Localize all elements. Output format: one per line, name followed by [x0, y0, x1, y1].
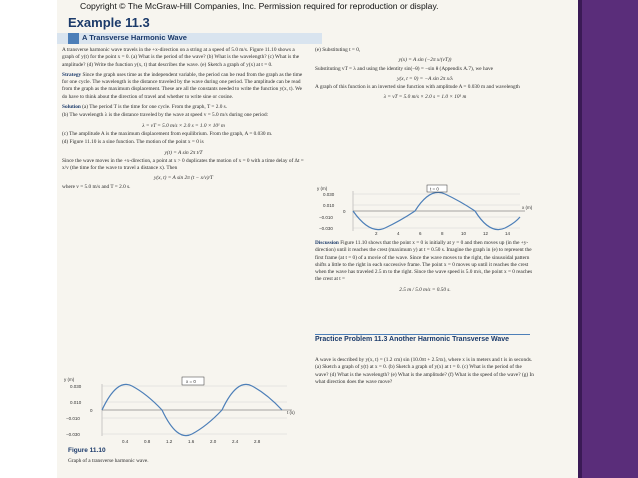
y-axis-label: y (m) [64, 377, 75, 382]
equation-e2: y(x, t = 0) = −A sin 2π x/λ [397, 75, 453, 82]
inverted-sine-graph [315, 183, 540, 235]
figure-title: Figure 11.10 [68, 447, 106, 454]
example-title: Example 11.3 [68, 15, 150, 30]
x-tick-label-2: 12 [483, 231, 489, 235]
x-tick-label: 2.0 [210, 439, 217, 444]
x-tick-label-2: 8 [441, 231, 444, 235]
practice-divider [315, 334, 530, 335]
example-subtitle-marker [68, 33, 79, 44]
x-tick-label: 0.8 [144, 439, 151, 444]
example-subtitle: A Transverse Harmonic Wave [82, 33, 187, 42]
y-axis-label-2: y (m) [317, 186, 328, 191]
y-tick-label: 0 [90, 408, 93, 413]
figure-11-10-graph [62, 374, 302, 444]
x-axis-label-2: x (m) [522, 205, 533, 210]
y-tick-label-2: −0.010 [319, 215, 333, 220]
solution-d2: Since the wave moves in the +x-direction, a point at x > 0 duplicates the motion of x = 0 with a time delay of Δt = x/v (the time for the wave to travel a distance x). Then [62, 157, 304, 172]
equation-d2: y(x, t) = A sin 2π (t − x/v)/T [154, 175, 213, 182]
solution-d: (d) Figure 11.10 is a sine function. The motion of the point x = 0 is [62, 139, 204, 146]
x-tick-label: 1.6 [188, 439, 195, 444]
x-tick-label-2: 14 [505, 231, 511, 235]
x-tick-label-2: 2 [375, 231, 378, 235]
equation-d1: y(t) = A sin 2π t/T [164, 149, 203, 156]
y-tick-label-2: 0.010 [323, 203, 335, 208]
equation-discussion: 2.5 m / 5.0 m/s = 0.50 s. [399, 286, 451, 293]
y-tick-label-2: 0 [343, 209, 346, 214]
equation-e3: λ = vT = 5.0 m/s × 2.0 s = 1.0 × 10¹ m [383, 94, 467, 101]
right-decorative-bar [578, 0, 638, 478]
equation-e1: y(x) = A sin (−2π x/(vT)) [398, 57, 452, 64]
figure-caption: Graph of a transverse harmonic wave. [68, 458, 149, 464]
x-tick-label-2: 6 [419, 231, 422, 235]
solution-b: (b) The wavelength λ is the distance traveled by the wave at speed v = 5.0 m/s during one period: [62, 112, 269, 119]
x-tick-label: 0.4 [122, 439, 129, 444]
right-column-discussion [315, 240, 535, 295]
x-tick-label-2: 10 [461, 231, 467, 235]
part-e-intro: (e) Substituting t = 0, [315, 47, 361, 53]
left-column [62, 47, 305, 192]
copyright-notice: Copyright © The McGraw-Hill Companies, Inc. Permission required for reproduction or display. [80, 1, 439, 11]
grid [102, 384, 292, 436]
y-tick-labels [66, 384, 93, 437]
x-tick-label-2: 4 [397, 231, 400, 235]
x-tick-label: 2.4 [232, 439, 239, 444]
solution-c: (c) The amplitude A is the maximum displacement from equilibrium. From the graph, A = 0.030 m. [62, 130, 273, 137]
graph2-legend-label: t = 0 [430, 186, 439, 192]
y-tick-label: 0.030 [70, 384, 82, 389]
practice-problem-text: A wave is described by y(x, t) = (1.2 cm) sin (10.0πt + 2.5πx), where x is in meters and t is in seconds. (a) Sketch a graph of y(t) at x = 0. (b) Sketch a graph of y(x) at t = 0. (c) What is the period of the wave? (d) What is the wavelength? (e) What is the amplitude? (f) What is the speed of the wave? (g) In what direction does the wave move? [315, 357, 534, 385]
x-tick-label: 1.2 [166, 439, 173, 444]
solution-label: Solution [62, 104, 81, 111]
discussion-text: Figure 11.10 shows that the point x = 0 is initially at y = 0 and then moves up (in the +y-direction) until it reaches the crest (maximum y) at t = 0.50 s. Imagine the graph in (e) to represent the first frame (at t = 0) of a movie of the wave. Since the wave moves to the right, the sinusoidal pattern shifts a little to the right in each successive frame. The point x = 0 moves up until it reaches the crest when the wave has traveled 2.5 m to the right. Since the wave speed is 5.0 m/s, the point x = 0 reaches the crest at t = [315, 240, 533, 283]
strategy-text: Since the graph uses time as the independent variable, the period can be read from the graph as the time for one cycle. The wavelength is the distance traveled by the wave during one period. The amplitude can be read from the graph as the maximum displacement. These are all the constants needed to write the function y(x, t). We do have to think about the direction of travel and whether to write sine or cosine. [62, 71, 303, 100]
x-axis-label: t (s) [287, 410, 295, 415]
y-tick-label-2: −0.030 [319, 226, 333, 231]
left-margin [0, 0, 57, 478]
y-tick-label-2: 0.030 [323, 192, 335, 197]
discussion-label: Discussion [315, 240, 339, 246]
right-column-top [315, 47, 535, 103]
solution-a: (a) The period T is the time for one cycle. From the graph, T = 2.0 s. [82, 104, 228, 111]
practice-problem-title: Practice Problem 11.3 Another Harmonic Transverse Wave [315, 336, 510, 343]
problem-statement: A transverse harmonic wave travels in the +x-direction on a string at a speed of 5.0 m/s. Figure 11.10 shows a graph of y(t) for the point x = 0. (a) What is the period of the wave? (b) What is the wavelength? (c) What is the amplitude? (d) Write the function y(x, t) that describes the wave. (e) Sketch a graph of y(x) at t = 0. [62, 47, 300, 68]
part-e-text: Substituting vT = λ and using the identity sin(−θ) = −sin θ (Appendix A.7), we have [315, 65, 493, 72]
x-tick-label: 2.8 [254, 439, 261, 444]
equation-b: λ = vT = 5.0 m/s × 2.0 s = 1.0 × 10¹ m [142, 122, 225, 129]
part-e-text2: A graph of this function is an inverted sine function with amplitude A = 0.030 m and wavelength [315, 84, 520, 91]
x-tick-labels [122, 439, 261, 444]
y-tick-label: 0.010 [70, 400, 82, 405]
y-tick-label: −0.010 [66, 416, 80, 421]
strategy-label: Strategy [62, 71, 82, 78]
y-tick-label: −0.030 [66, 432, 80, 437]
graph-legend-label: x = 0 [186, 379, 196, 384]
solution-d3: where v = 5.0 m/s and T = 2.0 s. [62, 183, 131, 190]
right-decorative-bar-edge [578, 0, 582, 478]
